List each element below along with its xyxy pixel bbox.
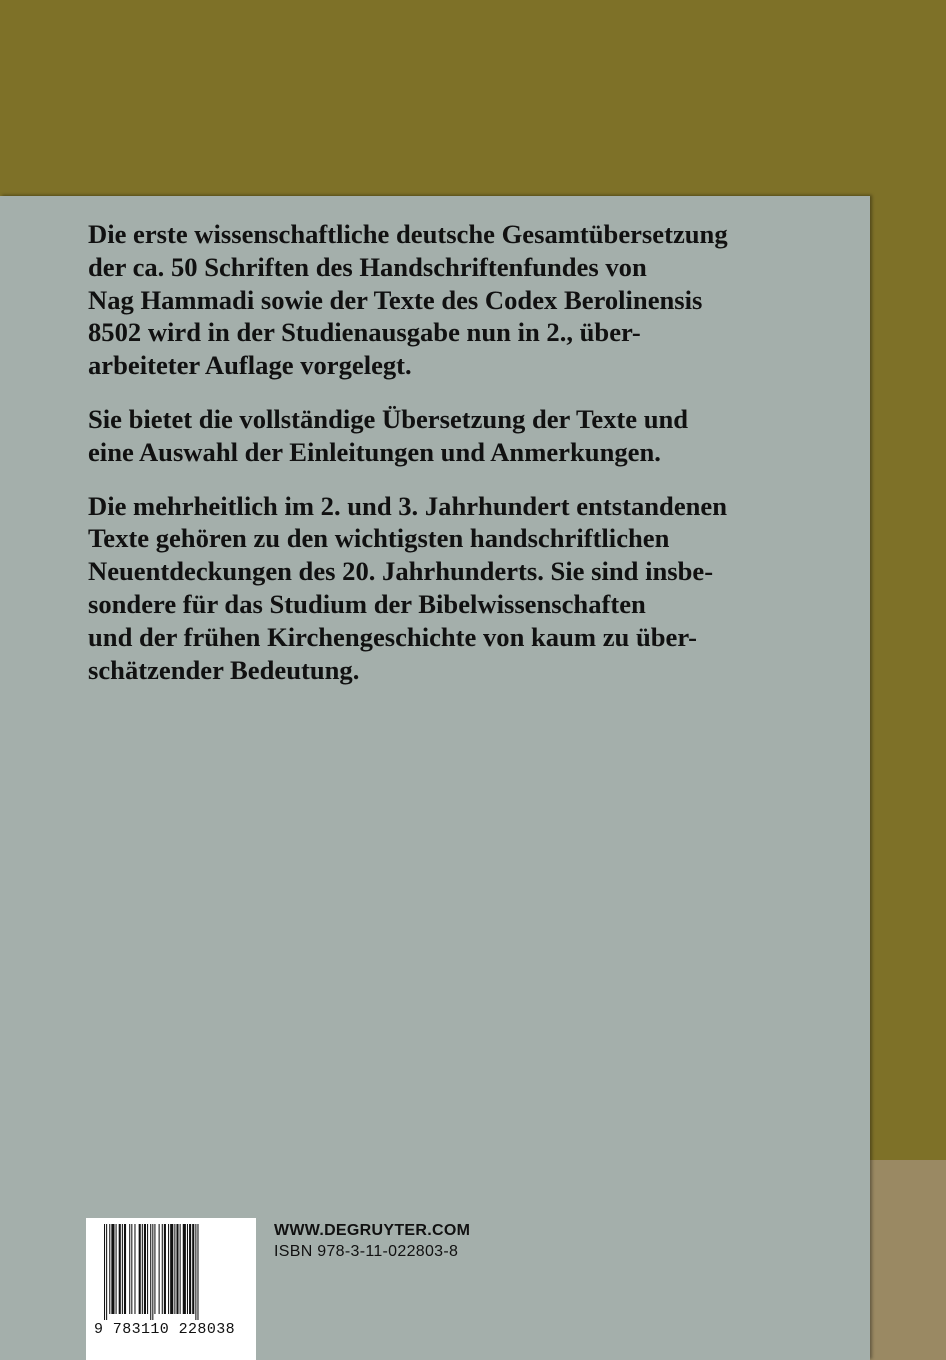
blurb-text	[88, 218, 788, 707]
blurb-line: schätzender Bedeutung.	[88, 654, 360, 685]
barcode-bar	[106, 1224, 107, 1320]
blurb-line: Texte gehören zu den wichtigsten handschriftlichen	[88, 523, 670, 554]
blurb-line: sondere für das Studium der Bibelwissenschaften	[88, 588, 646, 619]
blurb-paragraph-2	[88, 403, 788, 469]
barcode-bar	[180, 1224, 181, 1314]
barcode-bar	[162, 1224, 163, 1314]
barcode-bar	[124, 1224, 126, 1314]
blurb-line: und der frühen Kirchengeschichte von kaum zu über-	[88, 621, 697, 652]
barcode-bar	[147, 1224, 148, 1314]
barcode-bar	[197, 1224, 198, 1320]
blurb-line: 8502 wird in der Studienausgabe nun in 2., über-	[88, 317, 641, 348]
barcode-bar	[142, 1224, 143, 1314]
blurb-paragraph-3	[88, 490, 788, 687]
barcode-bar	[192, 1224, 194, 1314]
barcode-bar	[164, 1224, 166, 1314]
publisher-info	[274, 1222, 470, 1261]
barcode-bar	[176, 1224, 178, 1314]
barcode-bar	[183, 1224, 186, 1314]
barcode-bar	[131, 1224, 132, 1314]
barcode-icon	[104, 1224, 240, 1320]
barcode-bar	[168, 1224, 169, 1314]
barcode-bar	[134, 1224, 135, 1314]
barcode-bar	[159, 1224, 160, 1314]
barcode-bar	[119, 1224, 121, 1314]
barcode-bar	[104, 1224, 105, 1320]
blurb-paragraph-1	[88, 218, 788, 382]
back-cover-panel	[0, 196, 870, 1360]
barcode-bar	[152, 1224, 153, 1320]
blurb-line: Die mehrheitlich im 2. und 3. Jahrhundert entstandenen	[88, 490, 728, 521]
barcode-bar	[195, 1224, 196, 1320]
blurb-line: Nag Hammadi sowie der Texte des Codex Berolinensis	[88, 284, 703, 315]
barcode-bar	[174, 1224, 175, 1314]
barcode-bar	[189, 1224, 191, 1314]
barcode-bar	[154, 1224, 155, 1314]
barcode-bar	[129, 1224, 130, 1314]
barcode-bar	[150, 1224, 151, 1320]
isbn-number: ISBN 978-3-11-022803-8	[274, 1243, 459, 1260]
barcode-digits: 9 783110 228038	[94, 1321, 236, 1338]
barcode-bar	[116, 1224, 117, 1314]
barcode-bar	[139, 1224, 141, 1314]
barcode-bar	[109, 1224, 110, 1314]
blurb-line: eine Auswahl der Einleitungen und Anmerkungen.	[88, 436, 661, 467]
blurb-line: Neuentdeckungen des 20. Jahrhunderts. Sie sind insbe-	[88, 556, 714, 587]
blurb-line: Die erste wissenschaftliche deutsche Gesamtübersetzung	[88, 219, 728, 249]
barcode-bar	[111, 1224, 114, 1314]
blurb-line: arbeiteter Auflage vorgelegt.	[88, 350, 412, 381]
barcode-bar	[144, 1224, 146, 1314]
lower-right-tan-strip	[870, 1160, 946, 1360]
blurb-line: Sie bietet die vollständige Übersetzung der Texte und	[88, 403, 689, 434]
barcode-bar	[170, 1224, 173, 1314]
barcode-bar	[122, 1224, 123, 1314]
blurb-line: der ca. 50 Schriften des Handschriftenfundes von	[88, 251, 647, 282]
publisher-url: WWW.DEGRUYTER.COM	[274, 1222, 471, 1239]
barcode-bar	[187, 1224, 188, 1314]
barcode-box	[86, 1218, 256, 1360]
